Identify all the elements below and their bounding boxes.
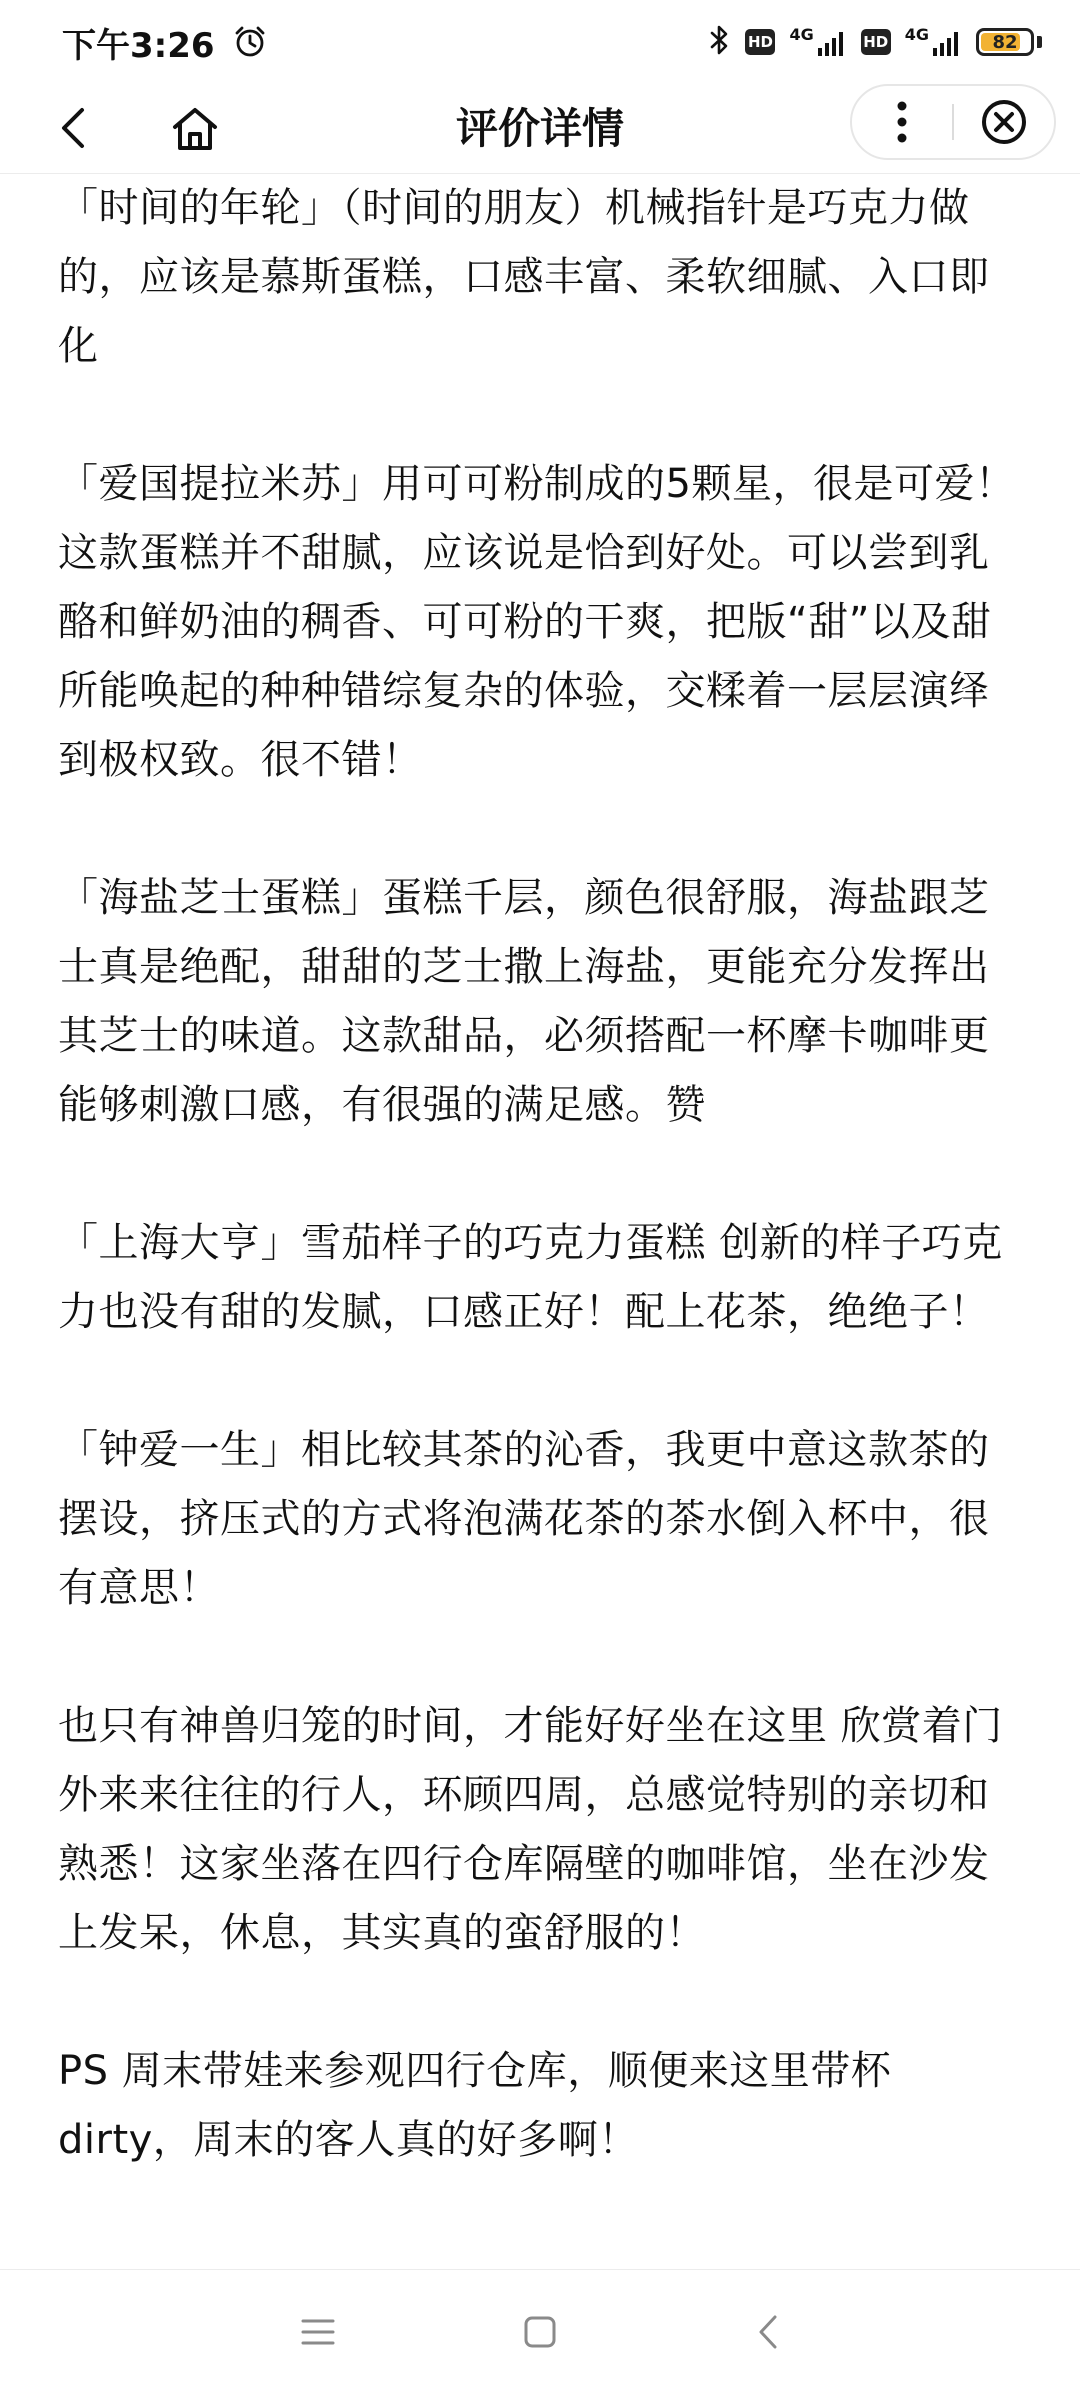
nav-menu-button[interactable] [288, 2302, 348, 2362]
back-button[interactable] [42, 96, 106, 160]
alarm-icon [233, 25, 267, 59]
mini-program-capsule [850, 84, 1056, 160]
battery-level: 82 [992, 31, 1018, 53]
review-content [58, 174, 1020, 2175]
hd-badge: HD [861, 29, 891, 55]
network-group-2 [905, 27, 962, 57]
signal-icon [817, 29, 847, 57]
back-icon [54, 104, 94, 152]
network-group-1 [789, 27, 846, 57]
battery-cap [1037, 36, 1042, 48]
nav-home-button[interactable] [510, 2302, 570, 2362]
review-paragraph: 「钟爱一生」相比较其茶的沁香，我更中意这款茶的摆设，挤压式的方式将泡满花茶的茶水倒入杯中，很有意思！ [58, 1427, 990, 1611]
home-square-icon [522, 2314, 558, 2350]
status-time: 下午3:26 [62, 25, 215, 66]
close-button[interactable] [954, 86, 1054, 158]
menu-icon [300, 2317, 336, 2347]
more-icon [896, 100, 908, 144]
title-bar [0, 84, 1080, 174]
page-title: 评价详情 [455, 104, 624, 153]
review-paragraph: 「上海大亨」雪茄样子的巧克力蛋糕 创新的样子巧克力也没有甜的发腻，口感正好！配上花茶，绝绝子！ [58, 1220, 1003, 1335]
home-button[interactable] [162, 96, 228, 162]
more-button[interactable] [852, 86, 952, 158]
status-left [62, 18, 267, 67]
nav-back-button[interactable] [738, 2302, 798, 2362]
review-paragraph: 也只有神兽归笼的时间，才能好好坐在这里 欣赏着门外来来往往的行人，环顾四周，总感觉特别的亲切和熟悉！这家坐落在四行仓库隔壁的咖啡馆，坐在沙发上发呆，休息，其实真的蛮舒服的！ [58, 1703, 1003, 1956]
close-circle-icon [980, 98, 1028, 146]
review-paragraph: 「时间的年轮」（时间的朋友）机械指针是巧克力做的，应该是慕斯蛋糕，口感丰富、柔软细腻、入口即化 [58, 185, 990, 369]
network-type-label: 4G [789, 25, 814, 44]
hd-badge: HD [745, 29, 775, 55]
review-paragraph: PS 周末带娃来参观四行仓库，顺便来这里带杯dirty，周末的客人真的好多啊！ [58, 2048, 892, 2163]
review-paragraph: 「爱国提拉米苏」用可可粉制成的5颗星，很是可爱！这款蛋糕并不甜腻，应该说是恰到好处。可以尝到乳酪和鲜奶油的稠香、可可粉的干爽，把版“甜”以及甜所能唤起的种种错综复杂的体验，交糅着一层层演绎到极权致。很不错！ [58, 461, 1016, 783]
home-icon [169, 103, 221, 155]
status-bar [0, 0, 1080, 84]
signal-icon [932, 29, 962, 57]
network-type-label: 4G [904, 25, 929, 44]
bluetooth-icon [709, 24, 731, 61]
system-nav-bar [0, 2269, 1080, 2400]
review-paragraph: 「海盐芝士蛋糕」蛋糕千层，颜色很舒服，海盐跟芝士真是绝配，甜甜的芝士撒上海盐，更能充分发挥出其芝士的味道。这款甜品，必须搭配一杯摩卡咖啡更能够刺激口感，有很强的满足感。赞 [58, 875, 990, 1128]
status-right [709, 24, 1042, 61]
battery-icon [976, 28, 1034, 56]
back-triangle-icon [753, 2312, 783, 2352]
